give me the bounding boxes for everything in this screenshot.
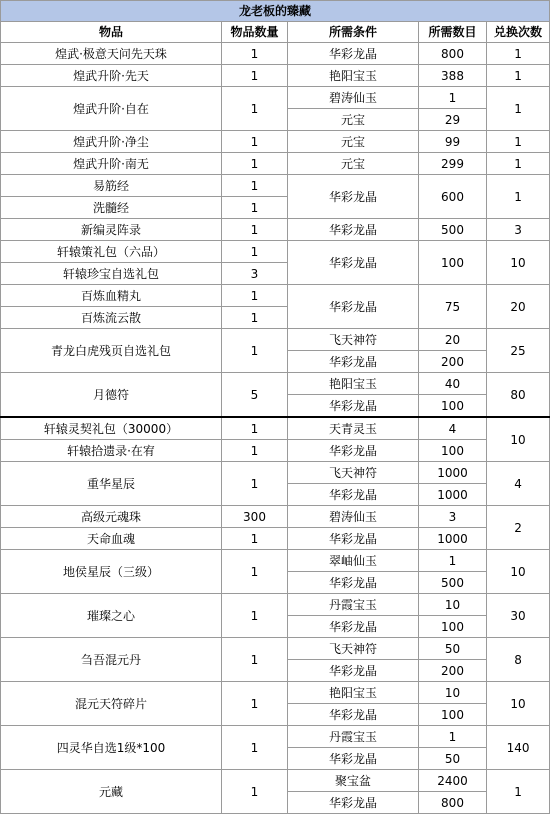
required-amount: 1000 xyxy=(419,528,487,550)
item-name: 混元天符碎片 xyxy=(1,682,222,726)
required-amount: 1 xyxy=(419,726,487,748)
item-quantity: 1 xyxy=(222,638,288,682)
required-condition: 元宝 xyxy=(288,153,419,175)
required-condition: 华彩龙晶 xyxy=(288,241,419,285)
header-condition: 所需条件 xyxy=(288,22,419,43)
exchange-times: 2 xyxy=(487,506,550,550)
header-item: 物品 xyxy=(1,22,222,43)
item-name: 刍吾混元丹 xyxy=(1,638,222,682)
table-body xyxy=(1,43,550,814)
item-name: 煌武升阶·净尘 xyxy=(1,131,222,153)
item-name: 轩辕策礼包（六品） xyxy=(1,241,222,263)
required-condition: 元宝 xyxy=(288,131,419,153)
item-name: 煌武·极意天问先天珠 xyxy=(1,43,222,65)
item-quantity: 1 xyxy=(222,197,288,219)
table-row xyxy=(1,175,550,197)
exchange-times: 10 xyxy=(487,417,550,462)
required-condition: 华彩龙晶 xyxy=(288,748,419,770)
item-name: 煌武升阶·自在 xyxy=(1,87,222,131)
required-condition: 碧涛仙玉 xyxy=(288,506,419,528)
item-quantity: 1 xyxy=(222,528,288,550)
required-amount: 99 xyxy=(419,131,487,153)
item-name: 新编灵阵录 xyxy=(1,219,222,241)
exchange-times: 20 xyxy=(487,285,550,329)
item-name: 元藏 xyxy=(1,770,222,814)
required-condition: 华彩龙晶 xyxy=(288,285,419,329)
required-amount: 1 xyxy=(419,550,487,572)
required-condition: 翠岫仙玉 xyxy=(288,550,419,572)
required-condition: 华彩龙晶 xyxy=(288,395,419,418)
required-amount: 600 xyxy=(419,175,487,219)
table-row xyxy=(1,87,550,109)
required-amount: 388 xyxy=(419,65,487,87)
required-amount: 29 xyxy=(419,109,487,131)
table-row xyxy=(1,726,550,748)
required-amount: 299 xyxy=(419,153,487,175)
item-quantity: 5 xyxy=(222,373,288,418)
required-condition: 华彩龙晶 xyxy=(288,175,419,219)
exchange-times: 10 xyxy=(487,550,550,594)
item-quantity: 1 xyxy=(222,285,288,307)
required-condition: 天青灵玉 xyxy=(288,417,419,440)
exchange-times: 1 xyxy=(487,770,550,814)
required-condition: 丹霞宝玉 xyxy=(288,594,419,616)
table-row xyxy=(1,528,550,550)
table-row xyxy=(1,285,550,307)
header-exchange-times: 兑换次数 xyxy=(487,22,550,43)
required-condition: 华彩龙晶 xyxy=(288,440,419,462)
required-amount: 200 xyxy=(419,351,487,373)
table-row xyxy=(1,219,550,241)
required-condition: 华彩龙晶 xyxy=(288,351,419,373)
required-amount: 40 xyxy=(419,373,487,395)
table-row xyxy=(1,43,550,65)
item-quantity: 1 xyxy=(222,329,288,373)
item-name: 月德符 xyxy=(1,373,222,418)
required-amount: 100 xyxy=(419,616,487,638)
item-name: 煌武升阶·南无 xyxy=(1,153,222,175)
exchange-times: 1 xyxy=(487,131,550,153)
item-name: 四灵华自选1级*100 xyxy=(1,726,222,770)
item-name: 洗髓经 xyxy=(1,197,222,219)
table-row xyxy=(1,65,550,87)
exchange-times: 30 xyxy=(487,594,550,638)
item-quantity: 1 xyxy=(222,175,288,197)
required-condition: 飞天神符 xyxy=(288,638,419,660)
required-amount: 75 xyxy=(419,285,487,329)
table-row xyxy=(1,770,550,792)
item-quantity: 1 xyxy=(222,43,288,65)
exchange-times: 1 xyxy=(487,43,550,65)
table-row xyxy=(1,462,550,484)
required-condition: 飞天神符 xyxy=(288,329,419,351)
exchange-times: 1 xyxy=(487,65,550,87)
required-condition: 华彩龙晶 xyxy=(288,704,419,726)
required-amount: 10 xyxy=(419,594,487,616)
item-name: 百炼流云散 xyxy=(1,307,222,329)
required-condition: 丹霞宝玉 xyxy=(288,726,419,748)
exchange-times: 140 xyxy=(487,726,550,770)
table-row xyxy=(1,440,550,462)
required-amount: 3 xyxy=(419,506,487,528)
item-name: 天命血魂 xyxy=(1,528,222,550)
item-quantity: 1 xyxy=(222,682,288,726)
item-quantity: 1 xyxy=(222,550,288,594)
required-condition: 元宝 xyxy=(288,109,419,131)
exchange-times: 8 xyxy=(487,638,550,682)
required-amount: 800 xyxy=(419,792,487,814)
required-condition: 艳阳宝玉 xyxy=(288,65,419,87)
required-condition: 华彩龙晶 xyxy=(288,43,419,65)
required-amount: 4 xyxy=(419,417,487,440)
item-quantity: 3 xyxy=(222,263,288,285)
table-row xyxy=(1,153,550,175)
required-amount: 1 xyxy=(419,87,487,109)
item-name: 高级元魂珠 xyxy=(1,506,222,528)
header-quantity: 物品数量 xyxy=(222,22,288,43)
item-quantity: 1 xyxy=(222,153,288,175)
table-row xyxy=(1,550,550,572)
header-row xyxy=(1,22,550,43)
exchange-times: 1 xyxy=(487,153,550,175)
item-quantity: 1 xyxy=(222,726,288,770)
item-quantity: 1 xyxy=(222,307,288,329)
item-name: 轩辕灵契礼包（30000） xyxy=(1,417,222,440)
required-amount: 100 xyxy=(419,440,487,462)
item-name: 璀璨之心 xyxy=(1,594,222,638)
exchange-times: 1 xyxy=(487,87,550,131)
required-amount: 1000 xyxy=(419,484,487,506)
required-condition: 艳阳宝玉 xyxy=(288,682,419,704)
item-quantity: 1 xyxy=(222,594,288,638)
required-condition: 飞天神符 xyxy=(288,462,419,484)
exchange-times: 25 xyxy=(487,329,550,373)
required-condition: 聚宝盆 xyxy=(288,770,419,792)
exchange-times: 10 xyxy=(487,241,550,285)
required-condition: 华彩龙晶 xyxy=(288,660,419,682)
item-name: 青龙白虎残页自选礼包 xyxy=(1,329,222,373)
required-amount: 20 xyxy=(419,329,487,351)
item-name: 地侯星辰（三级） xyxy=(1,550,222,594)
required-condition: 华彩龙晶 xyxy=(288,219,419,241)
required-condition: 华彩龙晶 xyxy=(288,484,419,506)
required-amount: 100 xyxy=(419,395,487,418)
table-row xyxy=(1,241,550,263)
item-name: 煌武升阶·先天 xyxy=(1,65,222,87)
required-condition: 碧涛仙玉 xyxy=(288,87,419,109)
item-quantity: 1 xyxy=(222,440,288,462)
item-name: 易筋经 xyxy=(1,175,222,197)
table-row xyxy=(1,594,550,616)
exchange-times: 3 xyxy=(487,219,550,241)
item-quantity: 1 xyxy=(222,462,288,506)
table-row xyxy=(1,417,550,440)
required-condition: 华彩龙晶 xyxy=(288,792,419,814)
table-row xyxy=(1,506,550,528)
required-amount: 10 xyxy=(419,682,487,704)
required-amount: 500 xyxy=(419,219,487,241)
item-quantity: 1 xyxy=(222,219,288,241)
required-condition: 华彩龙晶 xyxy=(288,528,419,550)
item-quantity: 1 xyxy=(222,65,288,87)
exchange-times: 1 xyxy=(487,175,550,219)
required-amount: 1000 xyxy=(419,462,487,484)
required-amount: 50 xyxy=(419,748,487,770)
item-name: 轩辕珍宝自选礼包 xyxy=(1,263,222,285)
item-name: 重华星辰 xyxy=(1,462,222,506)
table-row xyxy=(1,131,550,153)
required-amount: 2400 xyxy=(419,770,487,792)
required-amount: 100 xyxy=(419,241,487,285)
item-quantity: 1 xyxy=(222,241,288,263)
item-quantity: 1 xyxy=(222,87,288,131)
required-amount: 800 xyxy=(419,43,487,65)
table-row xyxy=(1,682,550,704)
required-condition: 华彩龙晶 xyxy=(288,616,419,638)
required-amount: 50 xyxy=(419,638,487,660)
item-name: 百炼血精丸 xyxy=(1,285,222,307)
header-required-amount: 所需数目 xyxy=(419,22,487,43)
table-row xyxy=(1,373,550,395)
required-condition: 华彩龙晶 xyxy=(288,572,419,594)
required-amount: 500 xyxy=(419,572,487,594)
required-condition: 艳阳宝玉 xyxy=(288,373,419,395)
exchange-times: 4 xyxy=(487,462,550,506)
item-quantity: 1 xyxy=(222,131,288,153)
table-title: 龙老板的臻藏 xyxy=(1,1,550,22)
required-amount: 200 xyxy=(419,660,487,682)
required-amount: 100 xyxy=(419,704,487,726)
table-row xyxy=(1,638,550,660)
item-name: 轩辕拾遗录·在宥 xyxy=(1,440,222,462)
item-quantity: 300 xyxy=(222,506,288,528)
item-quantity: 1 xyxy=(222,417,288,440)
exchange-times: 10 xyxy=(487,682,550,726)
table-row xyxy=(1,329,550,351)
exchange-times: 80 xyxy=(487,373,550,418)
item-quantity: 1 xyxy=(222,770,288,814)
